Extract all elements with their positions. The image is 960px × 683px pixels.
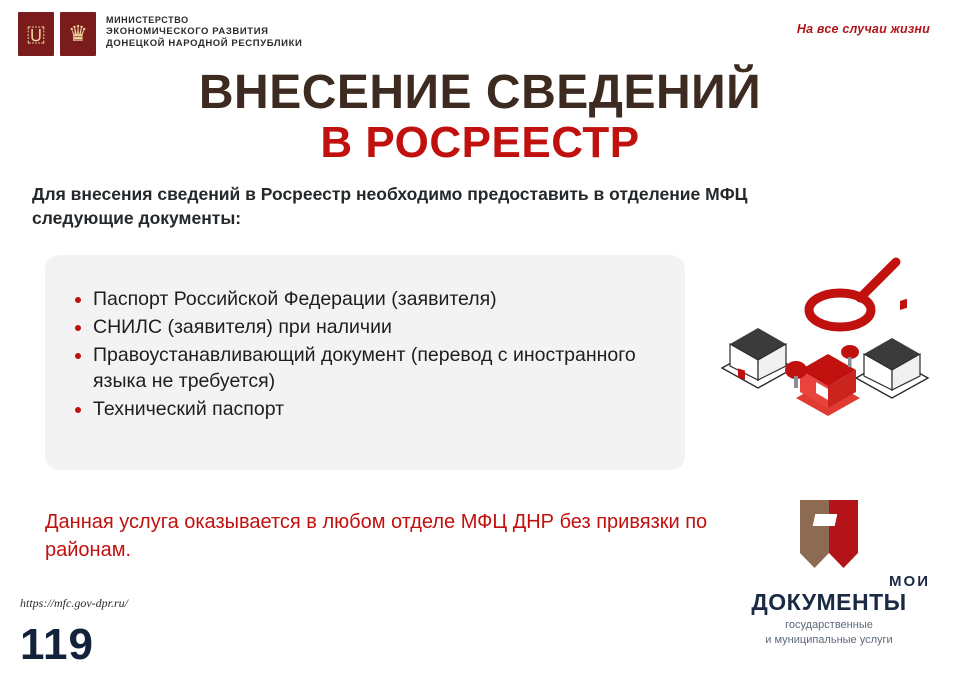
double-headed-eagle-glyph: 🇺 <box>26 21 46 46</box>
service-note: Данная услуга оказывается в любом отделе МФЦ ДНР без привязки по районам. <box>45 511 708 561</box>
bullet-icon <box>75 325 81 331</box>
document-header <box>18 12 302 56</box>
dnr-eagle-glyph: ♛ <box>68 21 88 46</box>
list-item <box>45 343 685 395</box>
list-item <box>45 287 685 313</box>
page-title <box>0 68 960 167</box>
ministry-line-1: МИНИСТЕРСТВО <box>106 15 189 25</box>
shield-right-half <box>829 500 858 568</box>
mfc-word-top: МОИ <box>889 573 930 590</box>
intro-text: Для внесения сведений в Росреестр необходимо предоставить в отделение МФЦ следующие документы: <box>32 184 748 228</box>
bullet-icon <box>75 407 81 413</box>
ministry-line-2: ЭКОНОМИЧЕСКОГО РАЗВИТИЯ <box>106 26 269 38</box>
mfc-subtitle-line-2: и муниципальные услуги <box>765 633 893 646</box>
mfc-wordmark <box>724 574 934 614</box>
list-item <box>45 397 685 423</box>
list-item <box>45 315 685 341</box>
title-line-2: В РОСРЕЕСТР <box>320 118 640 168</box>
dnr-coat-of-arms-icon <box>60 12 96 56</box>
documents-list <box>45 287 685 425</box>
mfc-word-main: ДОКУМЕНТЫ <box>751 588 907 615</box>
russia-coat-of-arms-icon <box>18 12 54 56</box>
magnifier-icon <box>809 262 896 327</box>
mfc-shield-icon <box>800 500 858 568</box>
list-item-label: Правоустанавливающий документ (перевод с иностранного языка не требуется) <box>93 343 636 392</box>
mfc-subtitle <box>724 618 934 648</box>
list-item-label: СНИЛС (заявителя) при наличии <box>93 315 392 338</box>
source-url[interactable]: https://mfc.gov-dpr.ru/ <box>20 596 128 610</box>
shield-notch <box>813 514 838 526</box>
ministry-name <box>106 12 302 50</box>
slogan-text: На все случаи жизни <box>796 22 930 36</box>
list-item-label: Паспорт Российской Федерации (заявителя) <box>93 288 497 310</box>
houses-with-magnifier-illustration <box>700 248 950 448</box>
emblem-group <box>18 12 96 56</box>
house-left <box>722 328 794 388</box>
mfc-subtitle-line-1: государственные <box>785 618 873 631</box>
bullet-icon <box>75 297 81 303</box>
title-line-1: ВНЕСЕНИЕ СВЕДЕНИЙ <box>198 66 762 119</box>
documents-card <box>45 255 685 470</box>
list-item-label: Технический паспорт <box>93 397 285 420</box>
page-number: 119 <box>20 620 94 669</box>
mfc-logo <box>724 500 934 648</box>
shield-left-half <box>800 500 829 568</box>
ministry-line-3: ДОНЕЦКОЙ НАРОДНОЙ РЕСПУБЛИКИ <box>106 38 303 50</box>
bullet-icon <box>75 353 81 359</box>
